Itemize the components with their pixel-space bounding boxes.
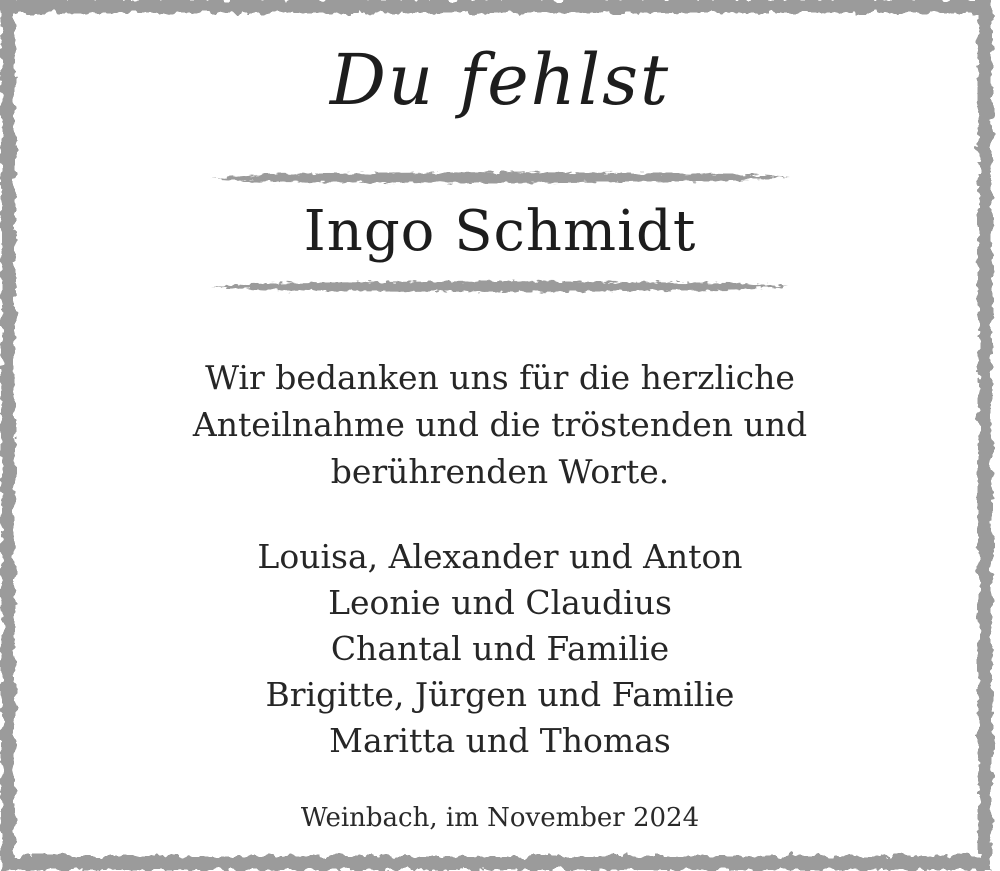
divider-top bbox=[210, 167, 790, 189]
thanks-message bbox=[100, 354, 900, 495]
mourner-line: Leonie und Claudius bbox=[328, 583, 672, 622]
place-date: Weinbach, im November 2024 bbox=[300, 803, 700, 833]
mourner-line: Louisa, Alexander und Anton bbox=[257, 537, 743, 576]
mourner-line: Brigitte, Jürgen und Familie bbox=[265, 675, 735, 714]
divider-bottom-stroke bbox=[210, 281, 790, 292]
thanks-message-line: Anteilnahme und die tröstenden und bbox=[192, 405, 808, 444]
deceased-name: Ingo Schmidt bbox=[303, 199, 697, 264]
divider-top-stroke bbox=[210, 172, 790, 183]
epigraph: Du fehlst bbox=[329, 39, 671, 121]
mourner-line: Maritta und Thomas bbox=[329, 721, 671, 760]
mourner-line: Chantal und Familie bbox=[330, 629, 670, 668]
thanks-message-line: berührenden Worte. bbox=[330, 452, 670, 491]
thanks-message-line: Wir bedanken uns für die herzliche bbox=[205, 358, 795, 397]
divider-bottom bbox=[210, 276, 790, 298]
mourners-list bbox=[100, 534, 900, 764]
